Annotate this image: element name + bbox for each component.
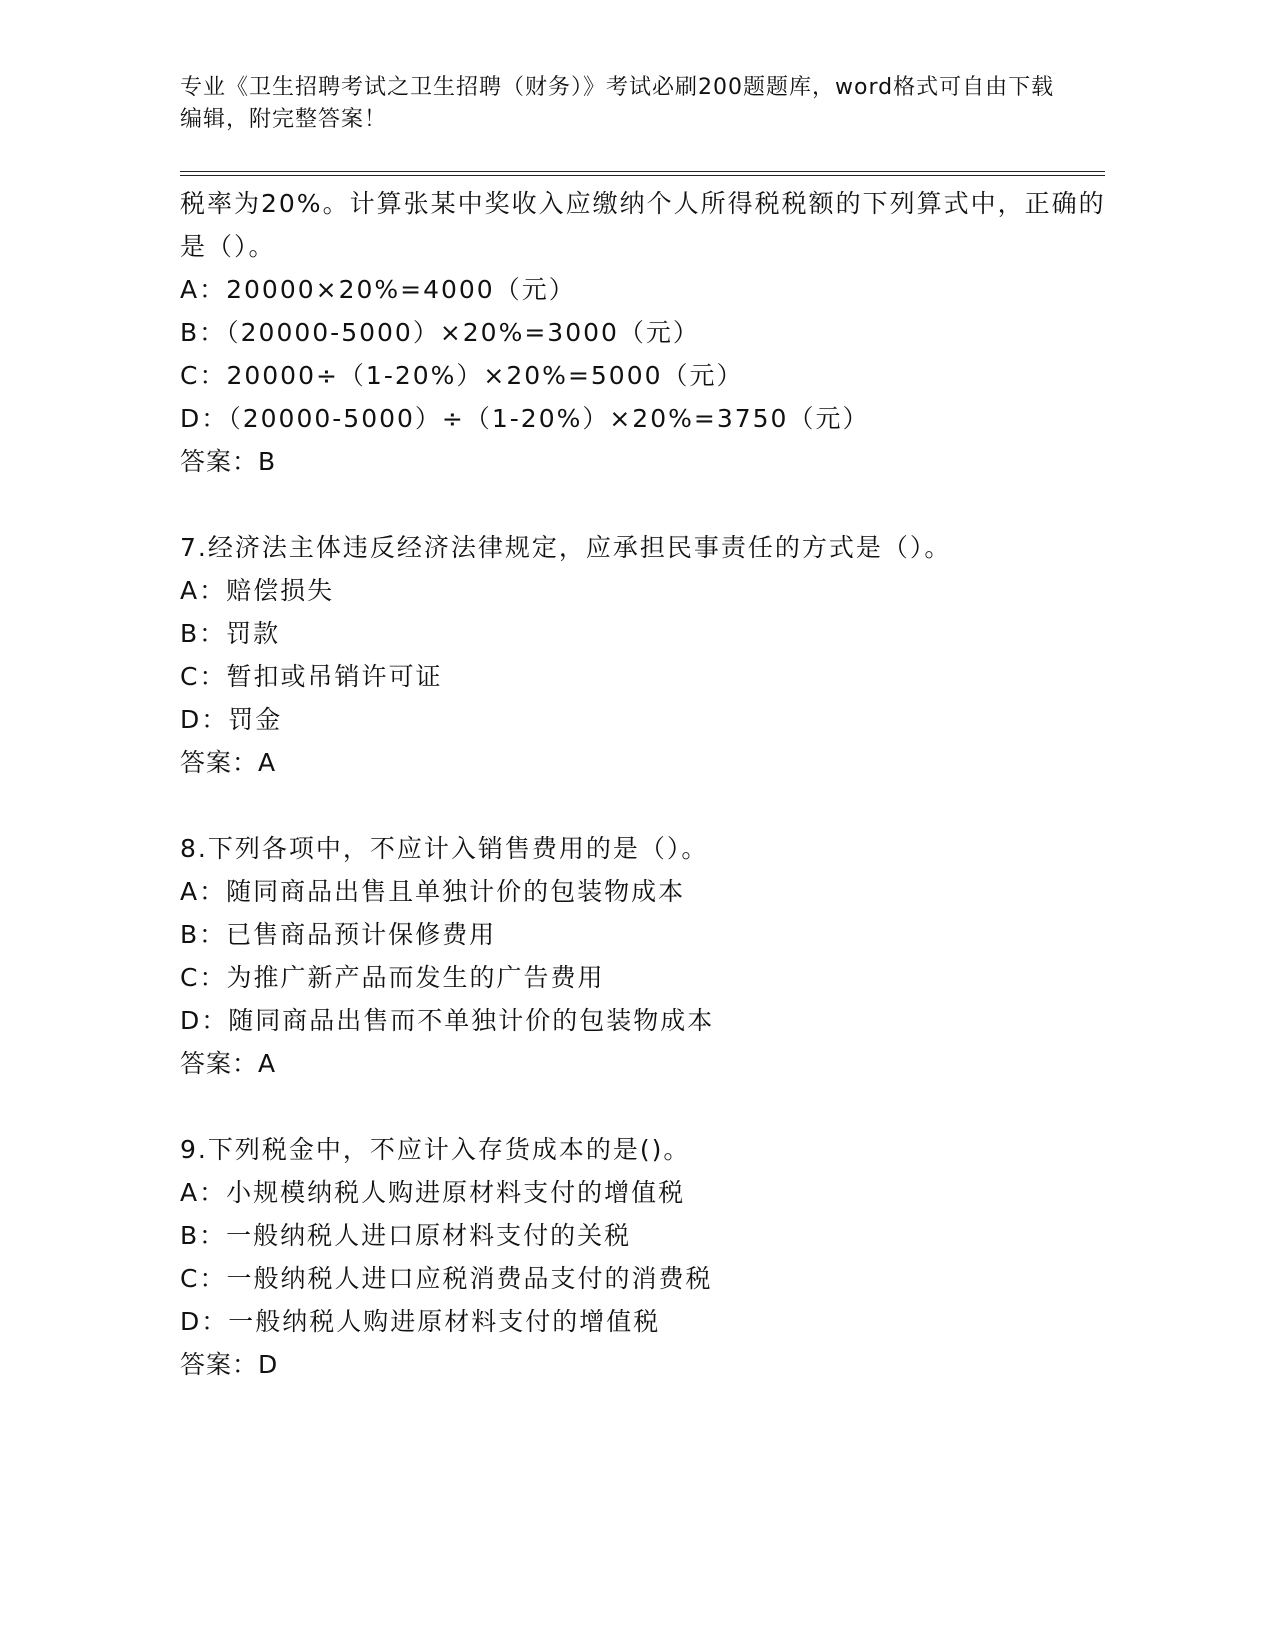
question-stem: 8.下列各项中，不应计入销售费用的是（）。 (180, 834, 709, 863)
option-d: D：随同商品出售而不单独计价的包装物成本 (180, 1006, 715, 1035)
option-d: D：一般纳税人购进原材料支付的增值税 (180, 1307, 661, 1336)
spacer (180, 784, 1110, 827)
option-b: B：已售商品预计保修费用 (180, 920, 497, 949)
option-b: B：罚款 (180, 619, 281, 648)
answer: 答案：A (180, 1049, 277, 1078)
option-a: A：随同商品出售且单独计价的包装物成本 (180, 877, 686, 906)
option-c: C：20000÷（1-20%）×20%=5000（元） (180, 361, 744, 390)
question-stem: 7.经济法主体违反经济法律规定，应承担民事责任的方式是（）。 (180, 533, 952, 562)
spacer (180, 1085, 1110, 1128)
question-list (180, 182, 1110, 1386)
option-b: B：一般纳税人进口原材料支付的关税 (180, 1221, 632, 1250)
document-header: 专业《卫生招聘考试之卫生招聘（财务）》考试必刷200题题库，word格式可自由下载编辑，附完整答案！ (180, 75, 1055, 132)
question-stem: 税率为20%。计算张某中奖收入应缴纳个人所得税税额的下列算式中，正确的是（）。 (180, 189, 1106, 261)
option-d: D：罚金 (180, 705, 283, 734)
option-c: C：暂扣或吊销许可证 (180, 662, 443, 691)
answer: 答案：B (180, 447, 277, 476)
question-block (180, 526, 1110, 784)
answer: 答案：A (180, 748, 277, 777)
question-stem: 9.下列税金中，不应计入存货成本的是()。 (180, 1135, 691, 1164)
option-d: D：（20000-5000）÷（1-20%）×20%=3750（元） (180, 404, 870, 433)
question-block (180, 1128, 1110, 1386)
question-block (180, 827, 1110, 1085)
header-divider-top (180, 171, 1105, 172)
spacer (180, 483, 1110, 526)
option-a: A：赔偿损失 (180, 576, 335, 605)
option-b: B：（20000-5000）×20%=3000（元） (180, 318, 700, 347)
answer: 答案：D (180, 1350, 279, 1379)
option-c: C：一般纳税人进口应税消费品支付的消费税 (180, 1264, 713, 1293)
option-a: A：小规模纳税人购进原材料支付的增值税 (180, 1178, 686, 1207)
header-divider-bottom (180, 175, 1105, 176)
question-block (180, 182, 1110, 483)
option-a: A：20000×20%=4000（元） (180, 275, 576, 304)
option-c: C：为推广新产品而发生的广告费用 (180, 963, 605, 992)
